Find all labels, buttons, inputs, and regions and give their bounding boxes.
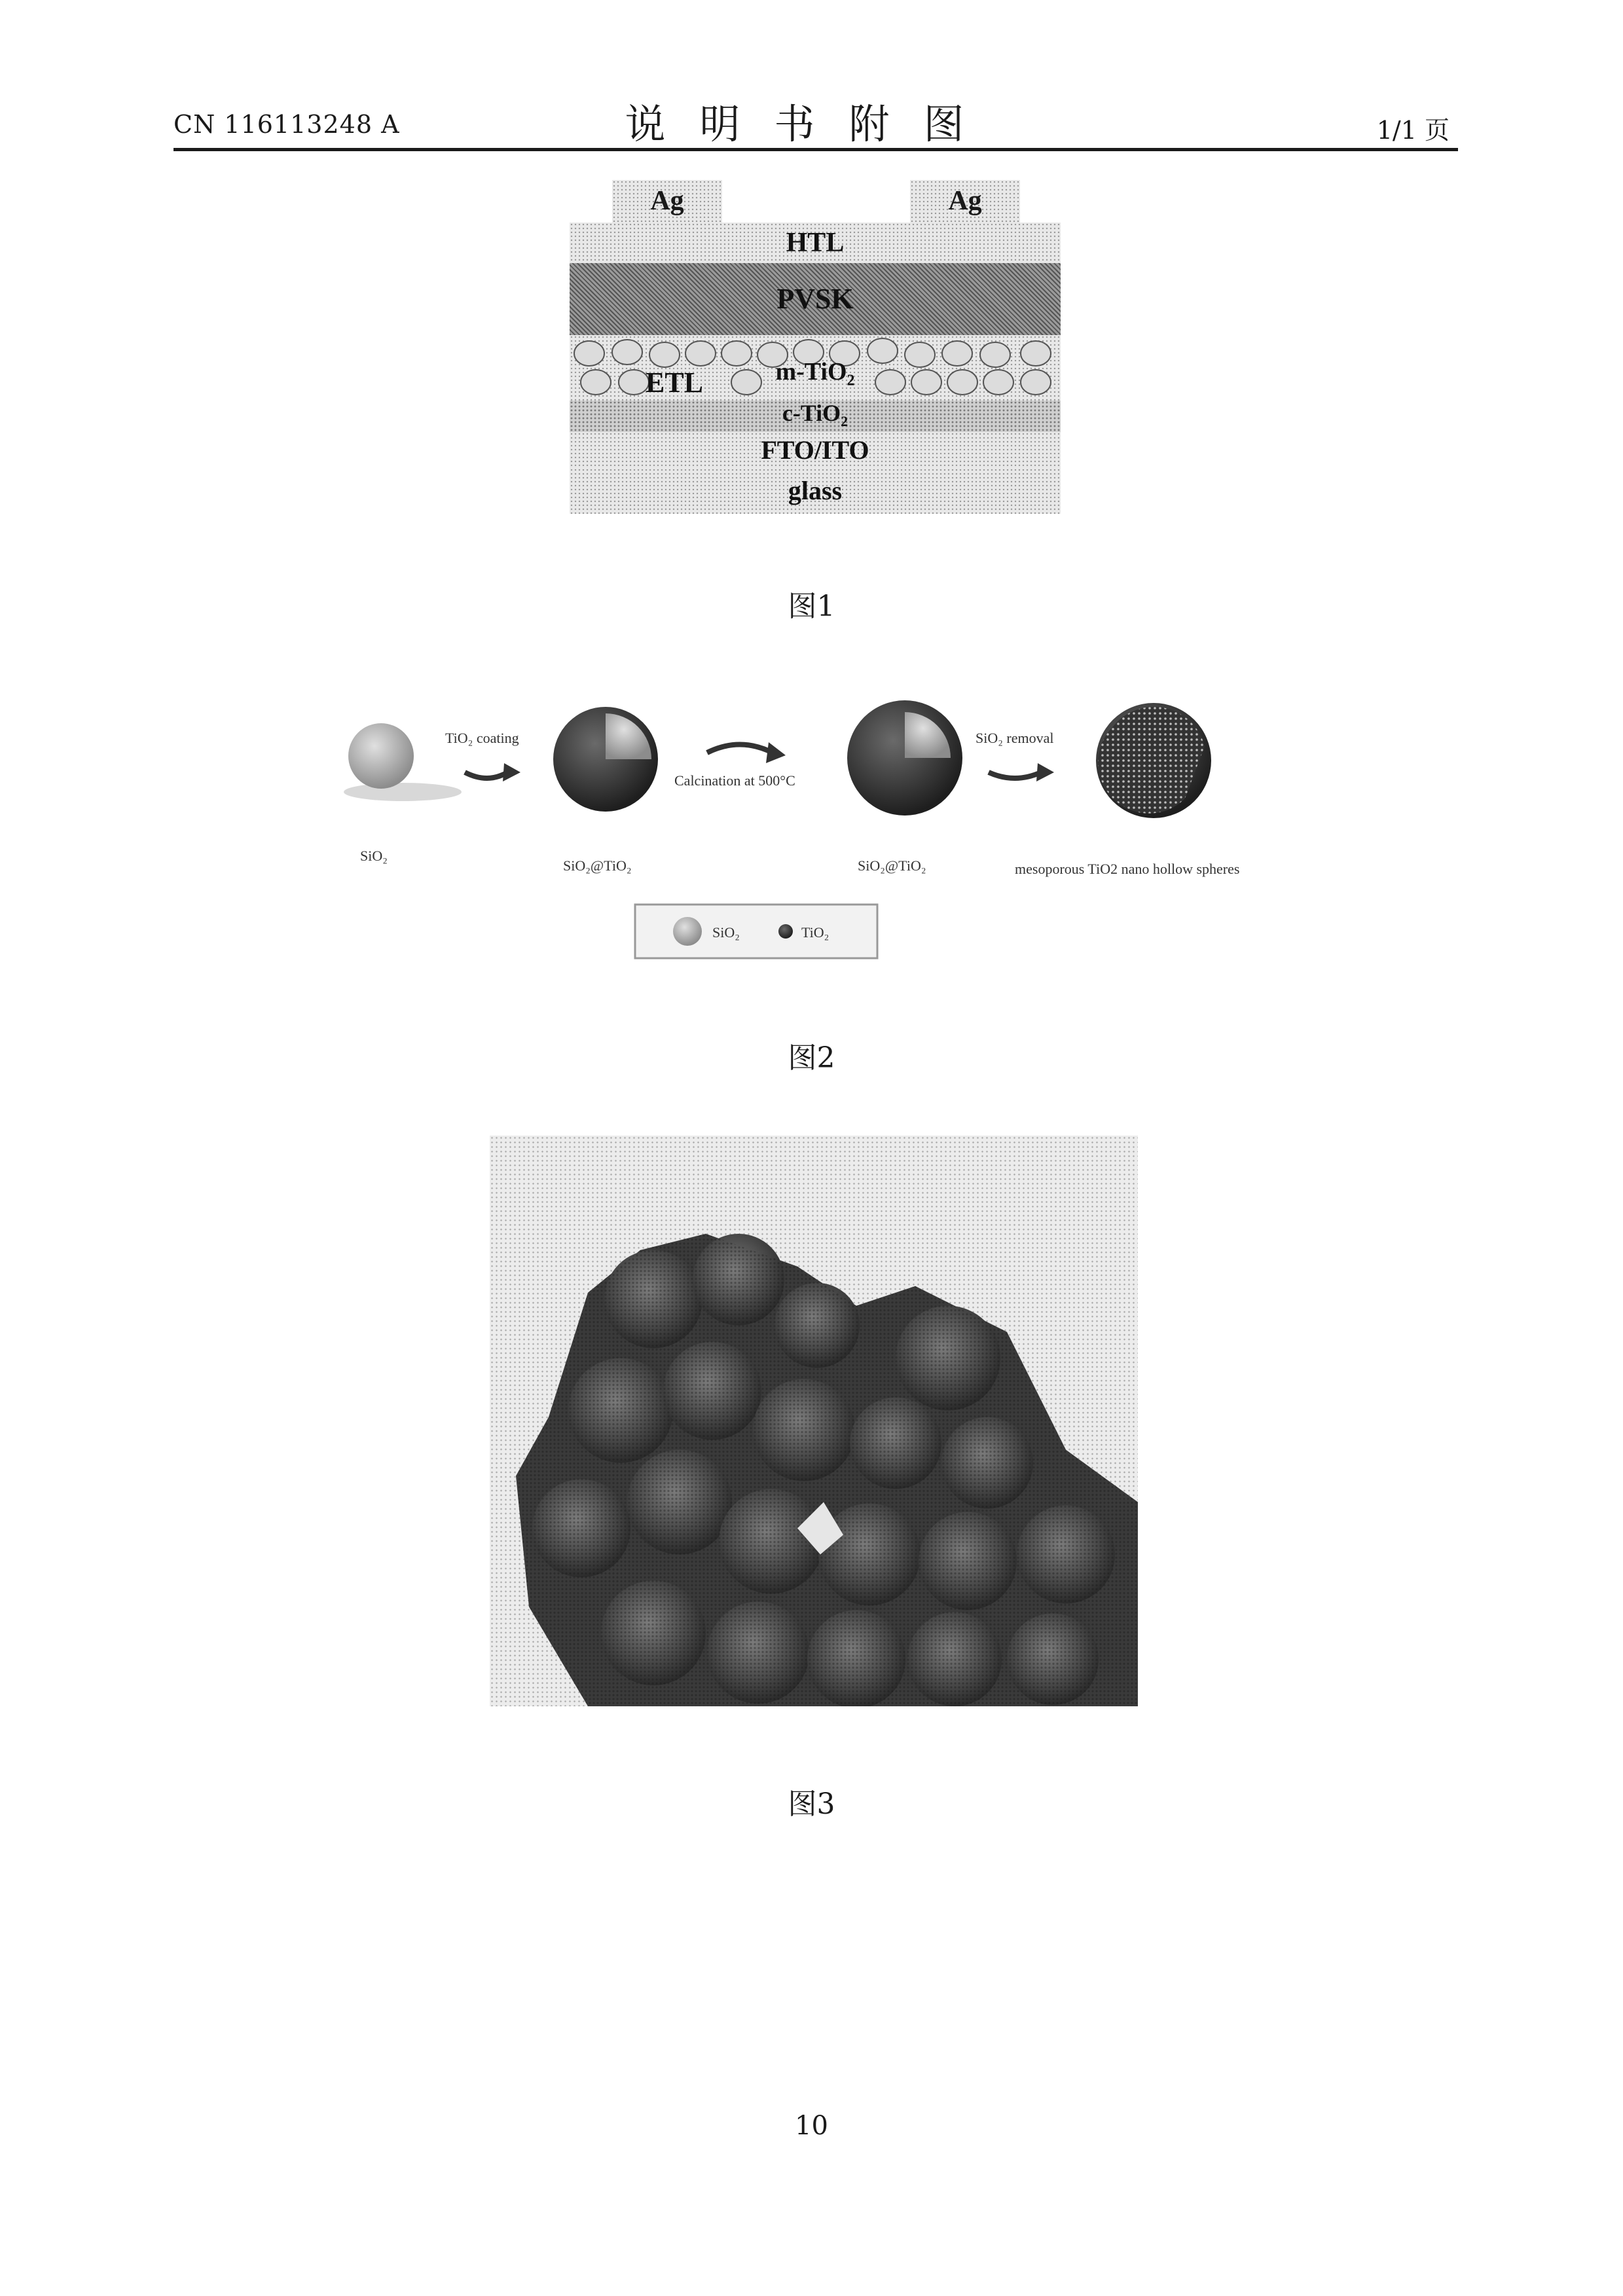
legend-tio2-swatch bbox=[778, 924, 793, 939]
figure1-device-structure bbox=[570, 180, 1061, 514]
step1-label: TiO₂ coating bbox=[445, 730, 519, 746]
m-tio2-label: m-TiO$_2$ bbox=[775, 358, 855, 389]
layer-fto-ito: FTO/ITO bbox=[570, 432, 1061, 468]
arrow-3-head bbox=[1036, 763, 1054, 781]
step3-label: SiO₂ removal bbox=[976, 730, 1054, 746]
figure3-micrograph bbox=[490, 1136, 1138, 1706]
figure2-synthesis-scheme bbox=[340, 700, 1283, 962]
sio2-sphere bbox=[348, 723, 414, 789]
layer-etl-region bbox=[570, 335, 1061, 401]
arrow-1-head bbox=[503, 763, 520, 781]
publication-number: CN 116113248 A bbox=[173, 110, 400, 139]
arrow-1 bbox=[465, 772, 507, 778]
figure3-caption: 图3 bbox=[788, 1787, 835, 1821]
etl-label: ETL bbox=[645, 367, 704, 399]
legend-sio2-label: SiO₂ bbox=[712, 924, 740, 941]
arrow-2-head bbox=[766, 742, 786, 763]
ag-electrode-right: Ag bbox=[910, 180, 1020, 223]
legend-tio2-label: TiO₂ bbox=[801, 924, 830, 941]
layer-htl: HTL bbox=[570, 223, 1061, 263]
layer-glass: glass bbox=[570, 468, 1061, 514]
sphere2-core-cutaway bbox=[606, 713, 651, 759]
figure1-caption: 图1 bbox=[788, 590, 835, 623]
page-number: 10 bbox=[795, 2111, 828, 2141]
sphere1-shadow bbox=[344, 783, 462, 801]
ag-electrode-left: Ag bbox=[612, 180, 722, 223]
sphere4-label: mesoporous TiO2 nano hollow spheres bbox=[1015, 861, 1240, 877]
page-indicator: 1/1 页 bbox=[1376, 116, 1450, 145]
figure2-caption: 图2 bbox=[788, 1041, 835, 1075]
arrow-3 bbox=[989, 772, 1041, 778]
page-title: 说明书附图 bbox=[625, 100, 998, 148]
sphere2-label: SiO₂@TiO₂ bbox=[563, 857, 632, 874]
sphere3-label: SiO₂@TiO₂ bbox=[858, 857, 926, 874]
micrograph-image bbox=[490, 1136, 1138, 1706]
halftone-overlay bbox=[516, 1234, 1138, 1706]
step2-label: Calcination at 500°C bbox=[674, 772, 795, 789]
layer-c-tio2: c-TiO$_2$ bbox=[570, 401, 1061, 432]
sphere1-label: SiO₂ bbox=[360, 848, 388, 864]
header-rule bbox=[173, 148, 1458, 151]
legend-box bbox=[635, 905, 877, 958]
arrow-2 bbox=[707, 745, 773, 753]
legend-sio2-swatch bbox=[673, 917, 702, 946]
layer-pvsk: PVSK bbox=[570, 263, 1061, 335]
